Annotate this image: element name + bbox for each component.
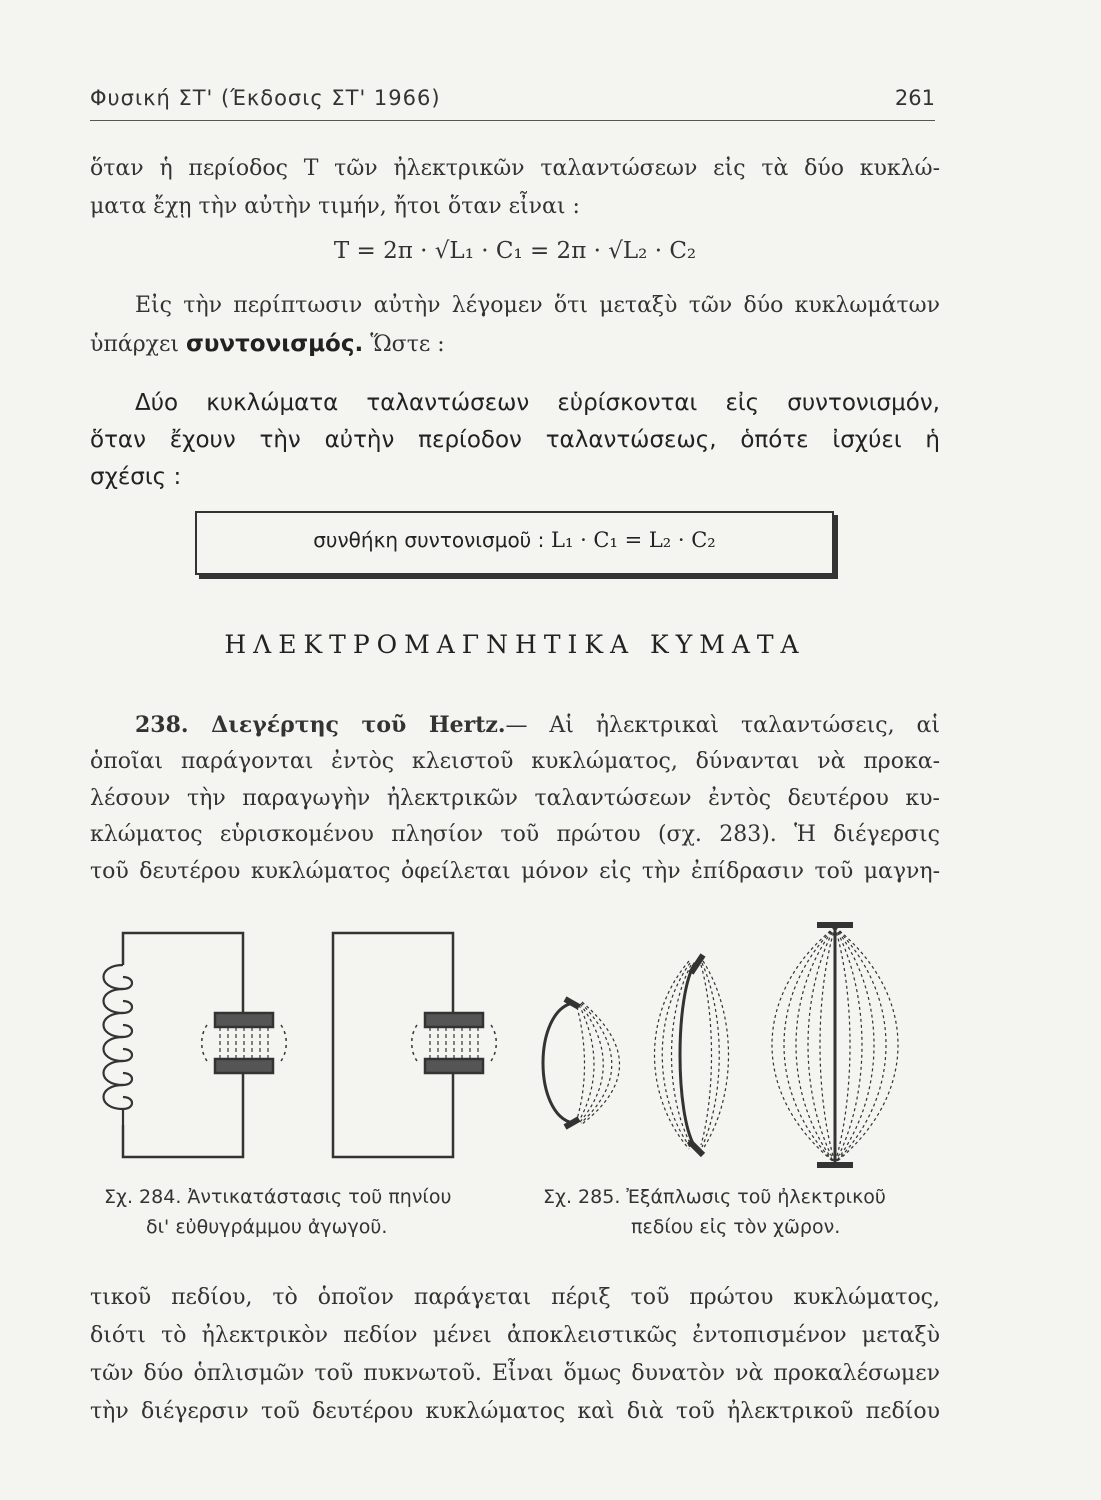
running-header — [90, 86, 935, 121]
rule-line-2: ὅταν ἔχουν τὴν αὐτὴν περίοδον ταλαντώσεως, ὁπότε ἰσχύει ἡ — [90, 427, 940, 453]
resonance-term: συντονισμός. — [185, 331, 364, 357]
rule-line-1: Δύο κυκλώματα ταλαντώσεων εὑρίσκονται εἰς συντονισμόν, — [135, 390, 940, 416]
resonance-condition-box — [195, 511, 834, 575]
figure-284-caption-line-1: Σχ. 284. Ἀντικατάστασις τοῦ πηνίου — [104, 1186, 452, 1208]
figure-285-caption-line-2: πεδίου εἰς τὸν χῶρον. — [631, 1216, 841, 1238]
condition-equation: L₁ · C₁ = L₂ · C₂ — [551, 528, 716, 552]
figure-285-caption-line-1: Σχ. 285. Ἐξάπλωσις τοῦ ἠλεκτρικοῦ — [543, 1186, 886, 1208]
intro-line-4-prefix: ὑπάρχει — [90, 332, 179, 357]
intro-line-3: Εἰς τὴν περίπτωσιν αὐτὴν λέγομεν ὅτι μεταξὺ τῶν δύο κυκλωμάτων — [135, 293, 940, 318]
figure-285-field-spread — [525, 915, 945, 1175]
resonance-period-formula: T = 2π · √L₁ · C₁ = 2π · √L₂ · C₂ — [333, 238, 697, 264]
page-number: 261 — [894, 86, 935, 110]
section-title: ΗΛΕΚΤΡΟΜΑΓΝΗΤΙΚΑ ΚΥΜΑΤΑ — [224, 630, 806, 659]
rule-line-3: σχέσις : — [90, 464, 182, 490]
condition-label: συνθήκη συντονισμοῦ : — [313, 528, 545, 552]
para-238-line-5: τοῦ δευτέρου κυκλώματος ὀφείλεται μόνον εἰς τὴν ἐπίδρασιν τοῦ μαγνη- — [90, 859, 940, 884]
para-238-line-1-rest: — Αἱ ἠλεκτρικαὶ ταλαντώσεις, αἱ — [505, 713, 940, 738]
figure-285-caption — [543, 1182, 886, 1242]
intro-line-4 — [90, 331, 940, 357]
figure-284-caption — [104, 1182, 451, 1242]
continuation-line-4: τὴν διέγερσιν τοῦ δευτέρου κυκλώματος καὶ διὰ τοῦ ἠλεκτρικοῦ πεδίου — [90, 1399, 940, 1424]
continuation-line-1: τικοῦ πεδίου, τὸ ὁποῖον παράγεται πέριξ τοῦ πρώτου κυκλώματος, — [90, 1285, 940, 1310]
intro-line-4-suffix: Ὥστε : — [370, 332, 445, 357]
para-238-line-2: ὁποῖαι παράγονται ἐντὸς κλειστοῦ κυκλώματος, δύνανται νὰ προκα- — [90, 749, 940, 774]
intro-line-2: ματα ἔχῃ τὴν αὐτὴν τιμήν, ἤτοι ὅταν εἶναι : — [90, 194, 580, 219]
intro-line-1: ὅταν ἡ περίοδος Τ τῶν ἠλεκτρικῶν ταλαντώσεων εἰς τὰ δύο κυκλώ- — [90, 156, 940, 181]
continuation-line-3: τῶν δύο ὁπλισμῶν τοῦ πυκνωτοῦ. Εἶναι ὅμως δυνατὸν νὰ προκαλέσωμεν — [90, 1361, 940, 1386]
figure-284-caption-line-2: δι' εὐθυγράμμου ἀγωγοῦ. — [146, 1216, 388, 1238]
continuation-line-2: διότι τὸ ἠλεκτρικὸν πεδίον μένει ἀποκλειστικῶς ἐντοπισμένον μεταξὺ — [90, 1323, 940, 1348]
para-238-line-3: λέσουν τὴν παραγωγὴν ἠλεκτρικῶν ταλαντώσεων ἐντὸς δευτέρου κυ- — [90, 786, 940, 811]
para-238-line-1 — [135, 712, 940, 738]
running-title: Φυσική ΣΤ' (Έκδοσις ΣΤ' 1966) — [90, 86, 441, 110]
figure-284-circuits — [95, 925, 525, 1175]
para-238-heading: 238. Διεγέρτης τοῦ Hertz. — [135, 712, 506, 738]
para-238-line-4: κλώματος εὑρισκομένου πλησίον τοῦ πρώτου (σχ. 283). Ἡ διέγερσις — [90, 822, 940, 847]
